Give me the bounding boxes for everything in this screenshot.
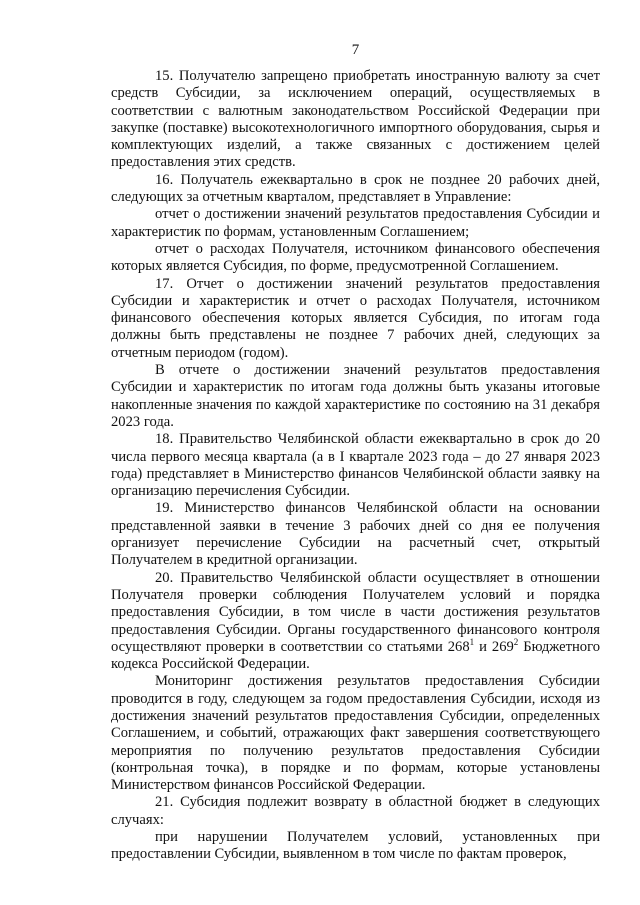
page-number: 7 (351, 42, 360, 58)
paragraph-18: 18. Правительство Челябинской области ежеквартально в срок до 20 числа первого месяца квартала (а в I квартале 2023 года – до 27 января 2023 года) представляет в Министерство финансов Челябинской области заявку на организацию перечисления Субсидии. (111, 431, 600, 500)
paragraph-16: 16. Получатель ежеквартально в срок не позднее 20 рабочих дней, следующих за отчетным кварталом, представляет в Управление: (111, 171, 600, 206)
paragraph-17: 17. Отчет о достижении значений результатов предоставления Субсидии и характеристик и отчет о расходах Получателя, источником финансового обеспечения которых является Субсидия, по итогам года должны быть представлены не позднее 7 рабочих дней, следующих за отчетным периодом (годом). (111, 275, 600, 361)
paragraph-16-item-2: отчет о расходах Получателя, источником финансового обеспечения которых является Субсидия, по форме, предусмотренной Соглашением. (111, 240, 600, 275)
paragraph-monitoring: Мониторинг достижения результатов предоставления Субсидии проводится в году, следующем за годом предоставления Субсидии, исходя из достижения значений результатов предоставления Субсидии, определенных Соглашением, и событий, отражающих факт завершения соответствующего мероприятия по получению результатов предоставления Субсидии (контрольная точка), в порядке и по формам, которые установлены Министерством финансов Российской Федерации. (111, 673, 600, 794)
paragraph-21-item-1: при нарушении Получателем условий, установленных при предоставлении Субсидии, выявленном в том числе по фактам проверок, (111, 829, 600, 863)
paragraph-20-mid: и 269 (474, 638, 514, 655)
article-268-superscript: 1 (469, 636, 475, 647)
document-body (111, 68, 600, 864)
paragraph-20-tail: Бюджетного кодекса Российской Федерации. (111, 638, 601, 673)
paragraph-17-note: В отчете о достижении значений результатов предоставления Субсидии и характеристик по итогам года должны быть указаны итоговые накопленные значения по каждой характеристике по состоянию на 31 декабря 2023 года. (111, 362, 600, 430)
paragraph-15: 15. Получателю запрещено приобретать иностранную валюту за счет средств Субсидии, за исключением операций, осуществляемых в соответствии с валютным законодательством Российской Федерации при закупке (поставке) высокотехнологичного импортного оборудования, сырья и комплектующих изделий, а также связанных с достижением целей предоставления этих средств. (111, 68, 600, 171)
paragraph-19: 19. Министерство финансов Челябинской области на основании представленной заявки в течение 3 рабочих дней со дня ее получения организует перечисление Субсидии на расчетный счет, открытый Получателем в кредитной организации. (111, 500, 600, 569)
article-269-superscript: 2 (513, 636, 519, 647)
paragraph-21: 21. Субсидия подлежит возврату в областной бюджет в следующих случаях: (111, 794, 600, 828)
paragraph-20 (111, 570, 600, 674)
paragraph-20-text: 20. Правительство Челябинской области осуществляет в отношении Получателя проверки соблюдения Получателем условий и порядка предоставления Субсидии, в том числе в части достижения результатов предоставления Субсидии. Органы государственного финансового контроля осуществляют проверки в соответствии со статьями 268 (111, 569, 600, 655)
paragraph-16-item-1: отчет о достижении значений результатов предоставления Субсидии и характеристик по формам, установленным Соглашением; (111, 206, 600, 240)
